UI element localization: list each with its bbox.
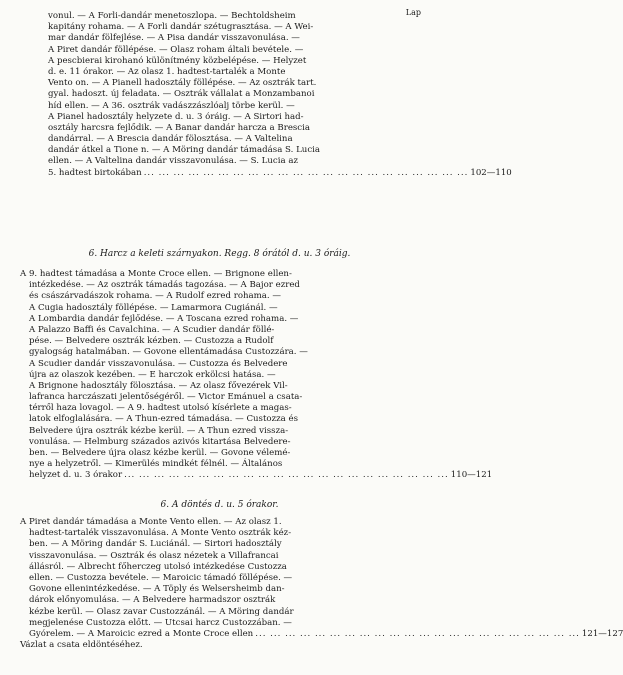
toc-line-text: 5. hadtest birtokában	[48, 167, 142, 178]
toc-line-text: kézbe kerül. — Olasz zavar Custozzánál. — A Möring dandár	[29, 606, 294, 617]
toc-line	[20, 562, 420, 573]
toc-line-text: A Piret dandár föllépése. — Olasz roham általi bevétele. —	[48, 44, 304, 55]
toc-line-text: Vázlat a csata eldöntéséhez.	[20, 640, 143, 651]
toc-line-text: megjelenése Custozza előtt. — Utcsai harcz Custozzában. —	[29, 617, 292, 628]
toc-block-2	[20, 269, 493, 482]
toc-line-text: ellen. — A Valtelina dandár visszavonulása. — S. Lucia az	[48, 156, 298, 167]
toc-line-text: térről haza lovagol. — A 9. hadtest utolsó kísérlete a magas-	[29, 403, 292, 414]
toc-line-text: dárok előnyomulása. — A Belvedere harmadszor osztrák	[29, 595, 276, 606]
toc-line	[20, 359, 420, 370]
page-range: 121—127	[581, 628, 623, 639]
page-range: 110—121	[450, 470, 493, 481]
toc-line	[48, 145, 405, 156]
toc-line	[48, 45, 405, 56]
dot-leader: ... ... ... ... ... ... ... ... ... ... ... ... ... ... ... ... ... ... ... ... ... ...	[143, 167, 469, 178]
toc-line-text: híd ellen. — A 36. osztrák vadászzászlóalj törbe kerül. —	[48, 100, 295, 111]
toc-line	[20, 291, 420, 302]
toc-line	[20, 426, 420, 437]
toc-line-text: A Piret dandár támadása a Monte Vento ellen. — Az olasz 1.	[20, 517, 282, 527]
toc-line	[20, 403, 420, 414]
toc-line-text: Gyórelem. — A Maroicic ezred a Monte Croce ellen	[29, 628, 254, 639]
toc-line-text: ben. — A Möring dandár S. Luciánál. — Sirtori hadosztály	[29, 539, 282, 550]
toc-line-text: A Palazzo Baffi és Cavalchina. — A Scudier dandár föllé-	[29, 324, 275, 335]
toc-line	[20, 595, 420, 606]
toc-line	[20, 448, 420, 459]
toc-line-text: gyal. hadoszt. új feladata. — Osztrák vállalat a Monzambanoi	[48, 89, 315, 100]
toc-line-text: ellen. — Custozza bevétele. — Maroicic támadó föllépése. —	[29, 572, 293, 583]
toc-line	[48, 78, 405, 89]
toc-line	[48, 89, 405, 100]
toc-line-text: újra az olaszok kezében. — E harczok erkölcsi hatása. —	[29, 369, 276, 380]
toc-line	[20, 370, 420, 381]
toc-entry-with-pages	[20, 470, 493, 481]
section-heading-2: 6. A döntés d. u. 5 órakor.	[160, 500, 279, 510]
toc-line-text: Govone ellenintézkedése. — A Töply és Welsersheimb dan-	[29, 584, 285, 595]
toc-line-text: dandár átkel a Tione n. — A Möring dandár támadása S. Lucia	[48, 145, 321, 156]
page-column-label: Lap	[405, 8, 421, 17]
page-range: 102—110	[470, 167, 512, 178]
toc-line-text: állásról. — Albrecht főherczeg utolsó intézkedése Custozza	[29, 561, 287, 572]
toc-line	[48, 33, 405, 44]
toc-line-text: A 9. hadtest támadása a Monte Croce ellen. — Brignone ellen-	[20, 269, 292, 279]
toc-line-text: A Brignone hadosztály fölosztása. — Az olasz fővezérek Vil-	[29, 380, 288, 391]
section-heading-1: 6. Harcz a keleti szárnyakon. Regg. 8 órától d. u. 3 óráig.	[88, 249, 351, 259]
toc-line	[20, 269, 420, 280]
toc-line	[20, 303, 420, 314]
toc-line-text: ben. — Belvedere újra olasz kézbe kerül. — Govone vélemé-	[29, 448, 291, 458]
toc-line	[20, 607, 420, 618]
toc-line	[20, 539, 420, 550]
toc-line	[48, 56, 405, 67]
toc-line-text: A Scudier dandár visszavonulása. — Custozza és Belvedere	[29, 358, 288, 369]
toc-line-text: lafranca harczászati jelentőségéről. — Victor Emánuel a csata-	[29, 392, 303, 403]
toc-line	[20, 528, 420, 539]
toc-line-text: d. e. 11 órakor. — Az olasz 1. hadtest-tartalék a Monte	[48, 66, 286, 77]
toc-line-text: intézkedése. — Az osztrák támadás tagozása. — A Bajor ezred	[29, 280, 300, 291]
toc-line-text: Belvedere újra osztrák kézbe kerül. — A Thun ezred vissza-	[29, 425, 289, 436]
toc-line-text: és császárvadászok rohama. — A Rudolf ezred rohama. —	[29, 291, 281, 302]
toc-line-text: vonulása. — Helmburg százados azivós kitartása Belvedere-	[29, 436, 291, 447]
toc-line	[48, 134, 405, 145]
toc-line	[20, 573, 420, 584]
toc-line	[48, 112, 405, 123]
toc-line	[48, 67, 405, 78]
toc-line-text: A Lombardia dandár fejlődése. — A Toscana ezred rohama. —	[29, 313, 299, 324]
toc-line	[20, 336, 420, 347]
toc-line	[20, 618, 420, 629]
dot-leader: ... ... ... ... ... ... ... ... ... ... ... ... ... ... ... ... ... ... ... ... ... ...	[124, 470, 449, 481]
toc-line-text: A Pianel hadosztály helyzete d. u. 3 óráig. — A Sirtori had-	[48, 111, 304, 122]
toc-entry-with-pages	[20, 628, 623, 640]
toc-line	[48, 22, 405, 33]
toc-line	[20, 517, 420, 528]
toc-line	[20, 459, 420, 470]
toc-line	[48, 123, 405, 134]
toc-line-text: dandárral. — A Brescia dandár fölosztása. — A Valtelina	[48, 134, 293, 145]
toc-line-text: gyalogság hatalmában. — Govone ellentámadása Custozzára. —	[29, 347, 308, 358]
toc-block-3	[20, 517, 623, 651]
toc-line-text: A Cugia hadosztály föllépése. — Lamarmora Cugiánál. —	[29, 302, 278, 313]
dot-leader: ... ... ... ... ... ... ... ... ... ... ... ... ... ... ... ... ... ... ... ... ... ...	[255, 628, 580, 639]
toc-line	[20, 314, 420, 325]
toc-line	[20, 347, 420, 358]
toc-line	[20, 584, 420, 595]
toc-line-text: visszavonulása. — Osztrák és olasz nézetek a Villafrancai	[29, 550, 279, 561]
toc-block-1	[48, 11, 512, 179]
toc-line	[20, 280, 420, 291]
toc-line	[48, 11, 405, 22]
toc-line-text: vonul. — A Forli-dandár menetoszlopa. — Bechtoldsheim	[48, 11, 296, 21]
toc-line-text: pése. — Belvedere osztrák kézben. — Custozza a Rudolf	[29, 336, 274, 347]
toc-line-text: nye a helyzetről. — Kimerülés mindkét félnél. — Általános	[29, 459, 283, 470]
toc-line	[48, 156, 405, 167]
toc-line-text: hadtest-tartalék visszavonulása. A Monte Vento osztrák kéz-	[29, 528, 292, 539]
toc-line	[20, 437, 420, 448]
toc-line	[20, 325, 420, 336]
toc-line-text: A pescbierai kirohanó különítmény közbelépése. — Helyzet	[48, 55, 307, 66]
toc-line-text: mar dandár fölfejlése. — A Pisa dandár visszavonulása. —	[48, 33, 300, 44]
toc-line-text: latok elfoglalására. — A Thun-ezred támadása. — Custozza és	[29, 414, 298, 425]
toc-line	[20, 640, 420, 651]
toc-line	[20, 392, 420, 403]
toc-line	[20, 414, 420, 425]
toc-line-text: helyzet d. u. 3 órakor	[29, 470, 123, 481]
toc-line-text: osztály harcsra fejlődik. — A Banar dandár harcza a Brescia	[48, 122, 310, 133]
toc-line	[20, 551, 420, 562]
toc-line-text: kapitány rohama. — A Forli dandár szétugrasztása. — A Wei-	[48, 22, 314, 33]
toc-entry-with-pages	[48, 167, 512, 179]
toc-line	[20, 381, 420, 392]
toc-line	[48, 101, 405, 112]
toc-line-text: Vento on. — A Pianell hadosztály föllépése. — Az osztrák tart.	[48, 78, 317, 89]
